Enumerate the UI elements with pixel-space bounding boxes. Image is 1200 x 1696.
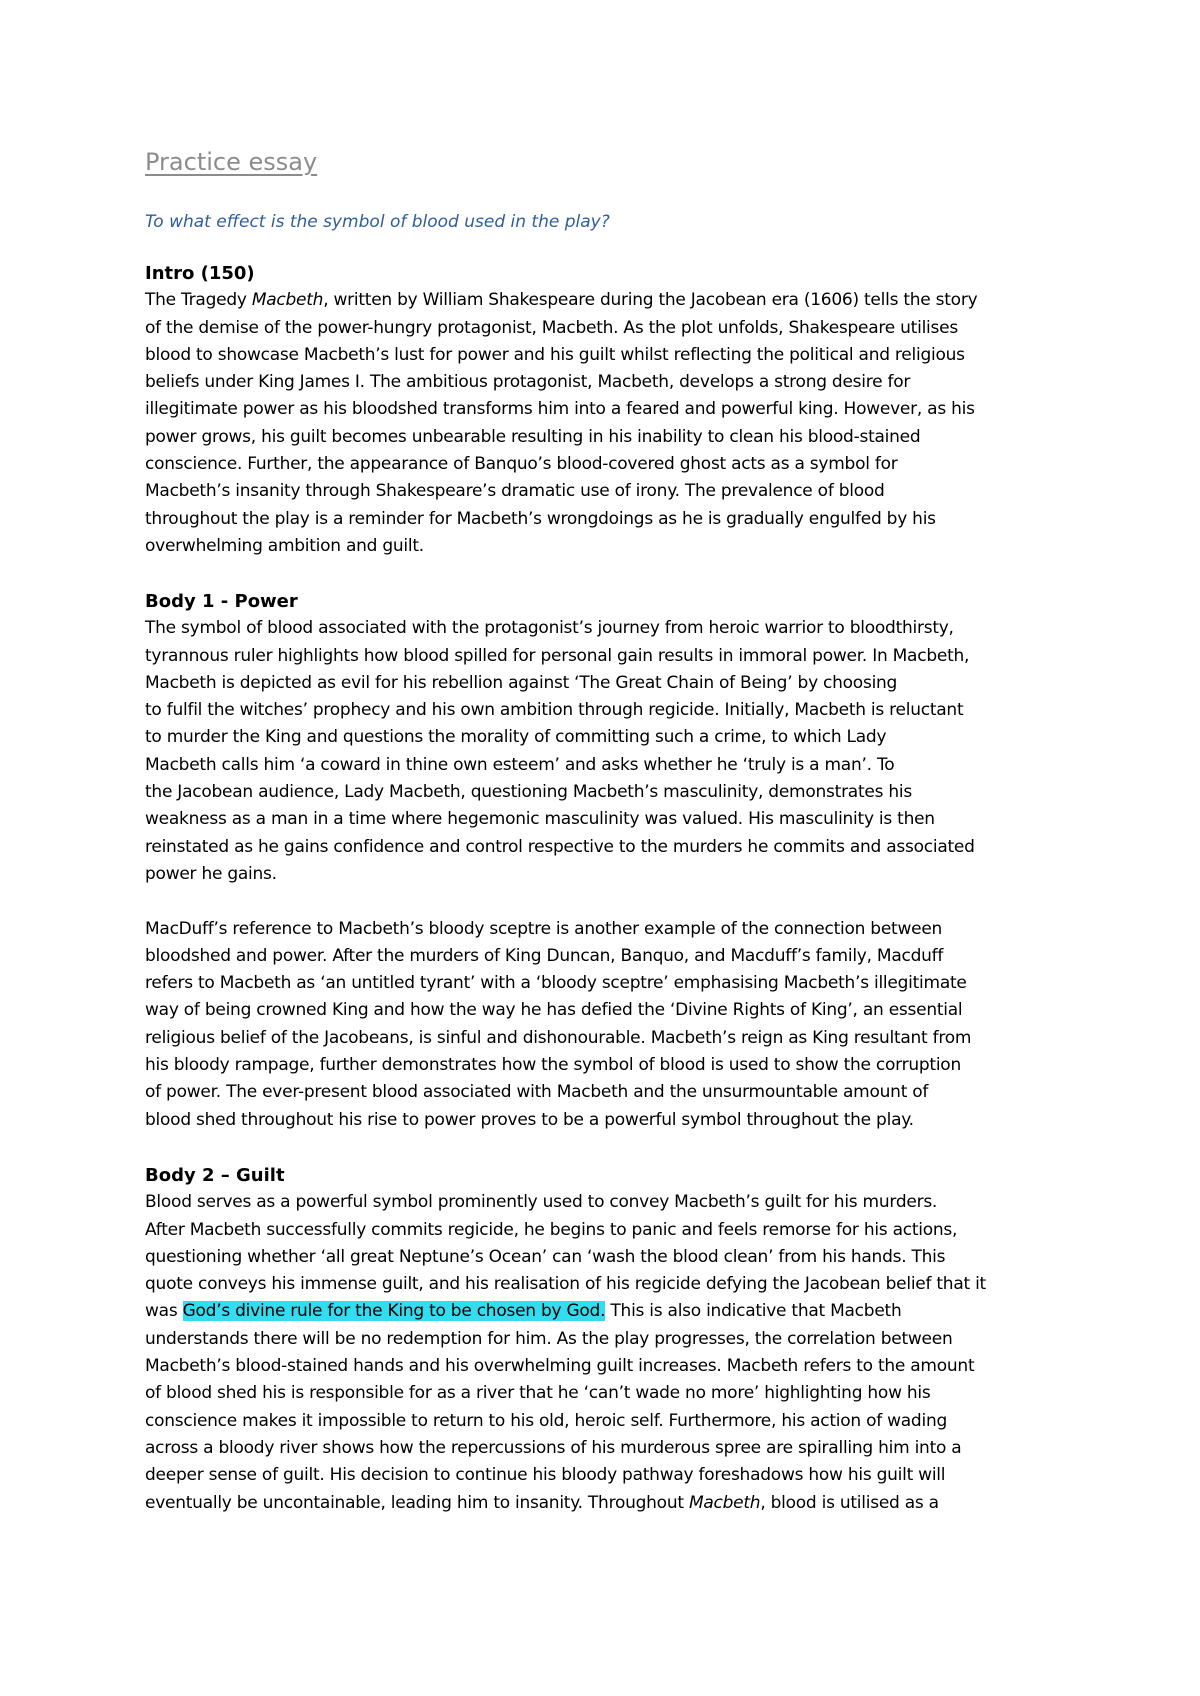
paragraph-line: blood shed throughout his rise to power proves to be a powerful symbol throughout the play. <box>145 1109 914 1130</box>
paragraph-line: understands there will be no redemption for him. As the play progresses, the correlation between <box>145 1328 953 1349</box>
paragraph-line: reinstated as he gains confidence and control respective to the murders he commits and associated <box>145 836 975 857</box>
paragraph-line: to murder the King and questions the morality of committing such a crime, to which Lady <box>145 727 887 748</box>
paragraph-line: illegitimate power as his bloodshed transforms him into a feared and powerful king. However, as his <box>145 399 975 420</box>
paragraph-line: After Macbeth successfully commits regicide, he begins to panic and feels remorse for his actions, <box>145 1219 958 1240</box>
paragraph-line: Blood serves as a powerful symbol prominently used to convey Macbeth’s guilt for his murders. <box>145 1192 938 1213</box>
text-run: This is also indicative that Macbeth <box>605 1301 902 1322</box>
paragraph-line: way of being crowned King and how the way he has defied the ‘Divine Rights of King’, an essential <box>145 1000 963 1021</box>
body2-heading: Body 2 – Guilt <box>145 1165 285 1186</box>
paragraph-line: the Jacobean audience, Lady Macbeth, questioning Macbeth’s masculinity, demonstrates his <box>145 782 912 803</box>
paragraph-line: MacDuff’s reference to Macbeth’s bloody sceptre is another example of the connection between <box>145 918 943 939</box>
paragraph-line: refers to Macbeth as ‘an untitled tyrant’ with a ‘bloody sceptre’ emphasising Macbeth’s illegitimate <box>145 973 967 994</box>
italic-title: Macbeth <box>251 290 324 311</box>
paragraph-line: of blood shed his is responsible for as a river that he ‘can’t wade no more’ highlighting how his <box>145 1383 931 1404</box>
paragraph-line: beliefs under King James I. The ambitious protagonist, Macbeth, develops a strong desire for <box>145 372 911 393</box>
paragraph-line: Macbeth calls him ‘a coward in thine own esteem’ and asks whether he ‘truly is a man’. To <box>145 754 895 775</box>
paragraph-line: deeper sense of guilt. His decision to continue his bloody pathway foreshadows how his guilt will <box>145 1465 946 1486</box>
text-run: , blood is utilised as a <box>760 1492 939 1513</box>
paragraph-line <box>145 1490 1085 1517</box>
document-title: Practice essay <box>145 148 318 176</box>
paragraph-line <box>145 1298 1085 1325</box>
paragraph-line: religious belief of the Jacobeans, is sinful and dishonourable. Macbeth’s reign as King resultant from <box>145 1027 972 1048</box>
text-run: eventually be uncontainable, leading him to insanity. Throughout <box>145 1492 689 1513</box>
paragraph-line: of power. The ever-present blood associated with Macbeth and the unsurmountable amount of <box>145 1082 929 1103</box>
paragraph-line: tyrannous ruler highlights how blood spilled for personal gain results in immoral power. In Macbeth, <box>145 645 970 666</box>
paragraph-line: weakness as a man in a time where hegemonic masculinity was valued. His masculinity is then <box>145 809 935 830</box>
paragraph-line: quote conveys his immense guilt, and his realisation of his regicide defying the Jacobean belief that it <box>145 1274 986 1295</box>
paragraph-line: blood to showcase Macbeth’s lust for power and his guilt whilst reflecting the political and religious <box>145 344 965 365</box>
paragraph-line: to fulfil the witches’ prophecy and his own ambition through regicide. Initially, Macbeth is reluctant <box>145 700 964 721</box>
paragraph-line: The symbol of blood associated with the protagonist’s journey from heroic warrior to bloodthirsty, <box>145 618 954 639</box>
text-run: , written by William Shakespeare during the Jacobean era (1606) tells the story <box>323 290 978 311</box>
paragraph-line <box>145 287 1085 314</box>
essay-question: To what effect is the symbol of blood used in the play? <box>145 212 610 232</box>
paragraph-line: Macbeth’s blood-stained hands and his overwhelming guilt increases. Macbeth refers to the amount <box>145 1356 975 1377</box>
paragraph-line: power he gains. <box>145 863 277 884</box>
text-run: The Tragedy <box>145 290 252 311</box>
text-run: was <box>145 1301 183 1322</box>
body1-section <box>145 588 1085 1134</box>
paragraph-line: conscience makes it impossible to return to his old, heroic self. Furthermore, his action of wading <box>145 1410 948 1431</box>
italic-title: Macbeth <box>688 1492 761 1513</box>
paragraph-line: of the demise of the power-hungry protagonist, Macbeth. As the plot unfolds, Shakespeare utilises <box>145 317 958 338</box>
paragraph-line: Macbeth’s insanity through Shakespeare’s dramatic use of irony. The prevalence of blood <box>145 481 885 502</box>
paragraph-line: across a bloody river shows how the repercussions of his murderous spree are spiralling him into a <box>145 1437 962 1458</box>
body2-section <box>145 1162 1085 1517</box>
paragraph-line: overwhelming ambition and guilt. <box>145 535 424 556</box>
body1-heading: Body 1 - Power <box>145 591 298 612</box>
intro-section <box>145 260 1085 560</box>
paragraph-line: his bloody rampage, further demonstrates how the symbol of blood is used to show the corruption <box>145 1055 961 1076</box>
paragraph-line: bloodshed and power. After the murders of King Duncan, Banquo, and Macduff’s family, Macduff <box>145 945 944 966</box>
paragraph-line: conscience. Further, the appearance of Banquo’s blood-covered ghost acts as a symbol for <box>145 454 898 475</box>
paragraph-line: questioning whether ‘all great Neptune’s Ocean’ can ‘wash the blood clean’ from his hands. This <box>145 1246 946 1267</box>
paragraph-line: power grows, his guilt becomes unbearable resulting in his inability to clean his blood-stained <box>145 426 921 447</box>
paragraph-line: throughout the play is a reminder for Macbeth’s wrongdoings as he is gradually engulfed by his <box>145 508 936 529</box>
paragraph-line: Macbeth is depicted as evil for his rebellion against ‘The Great Chain of Being’ by choosing <box>145 672 898 693</box>
highlighted-text: God’s divine rule for the King to be chosen by God. <box>182 1301 606 1322</box>
blank-line <box>145 888 1085 915</box>
intro-heading: Intro (150) <box>145 263 255 284</box>
